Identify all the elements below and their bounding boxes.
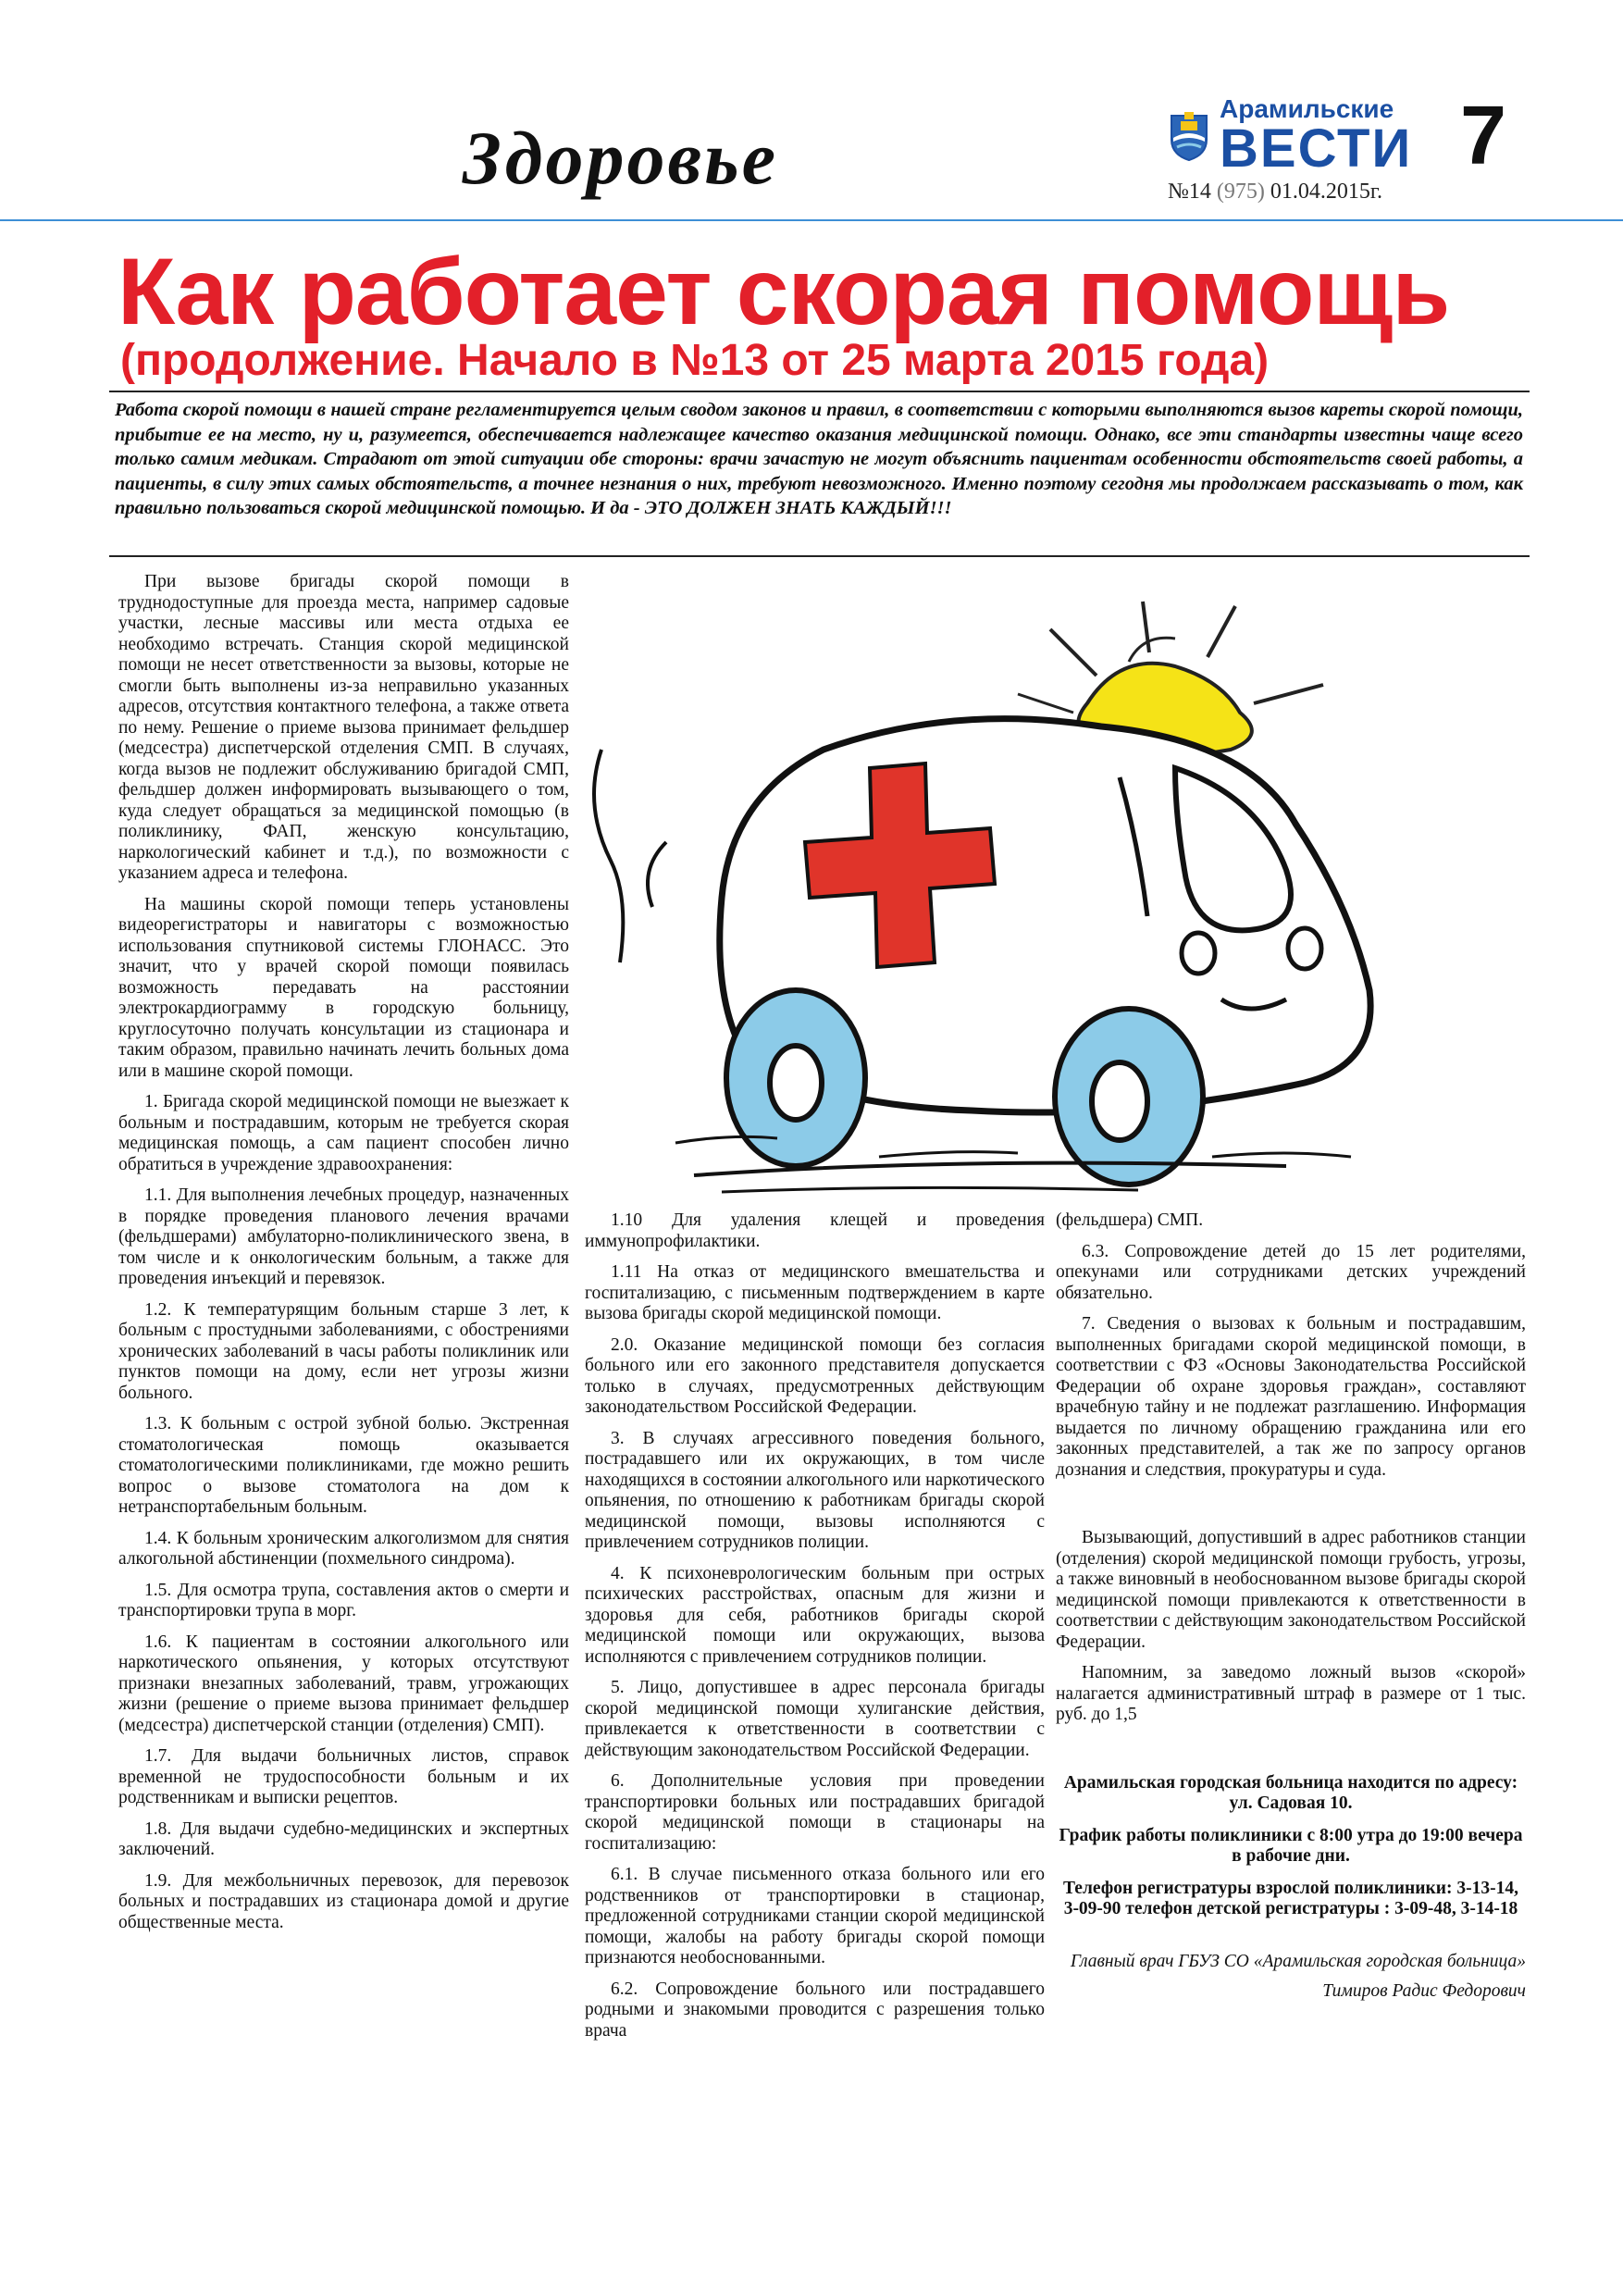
- paragraph: 1. Бригада скорой медицинской помощи не выезжает к больным и пострадавшим, которым не требуется скорая медицинская помощь, а сам пациент способен лично обратиться в учреждение здравоохранения:: [118, 1092, 569, 1174]
- headline: Как работает скорая помощь: [118, 239, 1450, 344]
- page-number: 7: [1460, 90, 1507, 182]
- city-crest-icon: [1168, 110, 1210, 162]
- paragraph: 1.9. Для межбольничных перевозок, для перевозок больных и пострадавших из стационара домой и другие общественные места.: [118, 1870, 569, 1932]
- paragraph: 3. В случаях агрессивного поведения больного, пострадавшего или их окружающих, в том числе находящихся в состоянии алкогольного или наркотического опьянения, по отношению к работникам бригады скорой медицинской помощи, вызовы исполняются с привлечением сотрудников полиции.: [585, 1428, 1045, 1552]
- paragraph: При вызове бригады скорой помощи в труднодоступные для проезда места, например садовые участки, лесные массивы или места отдыха ее необходимо встречать. Станция скорой медицинской помощи не несет ответственности за вызовы, которые не смогли быть выполнены из-за неправильно указанных адресов, отсутствия контактного телефона, а также ответа по нему. Решение о приеме вызова принимает фельдшер (медсестра) диспетчерской отделения СМП. В случаях, когда вызов не подлежит обслуживанию бригадой СМП, фельдшер должен информировать вызывающего о том, куда следует обращаться за медицинской помощью (в поликлинику, ФАП, женскую консультацию, наркологический кабинет и т.д.), по возможности с указанием адреса и телефона.: [118, 572, 569, 883]
- column-2: [585, 1210, 1045, 2052]
- paragraph: 1.4. К больным хроническим алкоголизмом для снятия алкогольной абстиненции (похмельного синдрома).: [118, 1528, 569, 1569]
- masthead-logo: [1168, 94, 1413, 179]
- column-1: [118, 572, 569, 1943]
- registry-phones: Телефон регистратуры взрослой поликлиники: 3-13-14, 3-09-90 телефон детской регистратуры : 3-09-48, 3-14-18: [1063, 1878, 1518, 1918]
- signature-name: Тимиров Радис Федорович: [1322, 1981, 1526, 2001]
- paragraph: 1.2. К температурящим больным старше 3 лет, к больным с простудными заболеваниями, с обострениями хронических заболеваний в часы работы поликлиник или пунктов помощи на дому, если нет угрозы жизни больного.: [118, 1299, 569, 1403]
- paragraph: 1.3. К больным с острой зубной болью. Экстренная стоматологическая помощь оказывается стоматологическими поликлиниками, где можно решить вопрос о вызове стоматолога на дом к нетранспортабельным больным.: [118, 1414, 569, 1517]
- paragraph: 1.1. Для выполнения лечебных процедур, назначенных в порядке проведения планового лечения врачами (фельдшерами) амбулаторно-поликлинического звена, в том числе и к онкологическим больным, а также для проведения инъекций и перевязок.: [118, 1185, 569, 1288]
- signature-block: [1056, 1952, 1526, 2003]
- paragraph: 4. К психоневрологическим больным при острых психических расстройствах, опасным для жизни и здоровья для себя, работников бригады скорой медицинской помощи или окружающих, вызова исполняются с привлечением сотрудников полиции.: [585, 1563, 1045, 1667]
- intro-lede: Работа скорой помощи в нашей стране регламентируется целым сводом законов и правил, в соответствии с которыми выполняются вызов кареты скорой помощи, прибытие ее на место, ну и, разумеется, обеспечивается надлежащее качество оказания медицинской помощи. Однако, все эти стандарты известны чаще всего только самим медикам. Страдают от этой ситуации обе стороны: врачи зачастую не могут объяснить пациентам особенности обстоятельств своей работы, а пациенты, в силу этих самых обстоятельств, а точнее незнания о них, требуют невозможного. Именно поэтому сегодня мы продолжаем рассказывать о том, как правильно пользоваться скорой медицинской помощью. И да - ЭТО ДОЛЖЕН ЗНАТЬ КАЖДЫЙ!!!: [115, 400, 1523, 518]
- issue-number: (975): [1216, 180, 1265, 204]
- paragraph: 1.5. Для осмотра трупа, составления актов о смерти и транспортировки трупа в морг.: [118, 1580, 569, 1620]
- paragraph: 1.10 Для удаления клещей и проведения иммунопрофилактики.: [585, 1210, 1045, 1251]
- clinic-hours: График работы поликлиники с 8:00 утра до 19:00 вечера в рабочие дни.: [1059, 1825, 1523, 1866]
- column-3: [1056, 1210, 1526, 2012]
- paragraph: 6.1. В случае письменного отказа больного или его родственников от транспортировки в стационар, предложенной сотрудниками станции скорой медицинской помощи, жалобы на работу бригады скорой помощи признаются необоснованными.: [585, 1865, 1045, 1967]
- hospital-info: [1056, 1773, 1526, 1920]
- issue-prefix: №14: [1168, 180, 1211, 204]
- subheadline: (продолжение. Начало в №13 от 25 марта 2015 года): [120, 336, 1270, 385]
- paragraph: 1.8. Для выдачи судебно-медицинских и экспертных заключений.: [118, 1818, 569, 1859]
- spacer: [1056, 1931, 1526, 1952]
- spacer: [1056, 1736, 1526, 1773]
- paragraph: Напомним, за заведомо ложный вызов «скорой» налагается административный штраф в размере от 1 тыс. руб. до 1,5: [1056, 1663, 1526, 1724]
- brand-big: ВЕСТИ: [1220, 118, 1413, 179]
- spacer: [1056, 1491, 1526, 1528]
- paragraph: 7. Сведения о вызовах к больным и пострадавшим, выполненных бригадами скорой медицинской помощи, в соответствии с ФЗ «Основы Законодательства Российской Федерации об охране здоровья граждан», составляют врачебную тайну и не подлежат разглашению. Информация выдается по личному обращению гражданина или его законных представителей, а так же по запросу органов дознания и следствия, прокуратуры и суда.: [1056, 1314, 1526, 1480]
- header-divider: [0, 219, 1623, 221]
- brand-small: Арамильские: [1220, 94, 1394, 123]
- paragraph: 6. Дополнительные условия при проведении транспортировки больных или пострадавших бригадой скорой медицинской помощи в стационары на госпитализацию:: [585, 1771, 1045, 1854]
- intro-top-divider: [109, 391, 1530, 392]
- paragraph: 1.11 На отказ от медицинского вмешательства и госпитализацию, с письменным подтверждением в карте вызова бригады скорой медицинской помощи.: [585, 1262, 1045, 1323]
- issue-date: 01.04.2015г.: [1270, 180, 1383, 204]
- paragraph: 1.6. К пациентам в состоянии алкогольного или наркотического опьянения, у которых отсутствуют признаки внезапных заболеваний, травм, угрожающих жизни (решение о приеме вызова принимает фельдшер (медсестра) диспетчерской станции (отделения) СМП).: [118, 1632, 569, 1735]
- intro-bottom-divider: [109, 555, 1530, 557]
- paragraph: 5. Лицо, допустившее в адрес персонала бригады скорой медицинской помощи хулиганские действия, привлекается к ответственности в соответствии с действующим законодательством Российской Федерации.: [585, 1678, 1045, 1760]
- issue-line: [1168, 180, 1382, 205]
- hospital-address: Арамильская городская больница находится по адресу: ул. Садовая 10.: [1063, 1772, 1518, 1813]
- paragraph: На машины скорой помощи теперь установлены видеорегистраторы и навигаторы с возможностью использования спутниковой системы ГЛОНАСС. Это значит, что у врачей скорой помощи появилась возможность передавать на расстоянии электрокардиограмму в городскую больницу, круглосуточно получать консультации из стационара и таким образом, правильно начинать лечить больных дома или в машине скорой помощи.: [118, 894, 569, 1081]
- paragraph: 2.0. Оказание медицинской помощи без согласия больного или его законного представителя допускается только в случаях, предусмотренных действующим законодательством Российской Федерации.: [585, 1334, 1045, 1417]
- signature-title: Главный врач ГБУЗ СО «Арамильская городская больница»: [1070, 1951, 1526, 1971]
- paragraph: 6.3. Сопровождение детей до 15 лет родителями, опекунами или сотрудниками детских учреждений обязательно.: [1056, 1241, 1526, 1303]
- paragraph: 1.7. Для выдачи больничных листов, справок временной не трудоспособности больным и их родственникам и выписки рецептов.: [118, 1746, 569, 1807]
- paragraph: 6.2. Сопровождение больного или пострадавшего родными и знакомыми проводится с разрешения только врача: [585, 1979, 1045, 2041]
- ambulance-car-illustration: [583, 565, 1518, 1203]
- section-title: Здоровье: [463, 116, 778, 200]
- paragraph-continuation: (фельдшера) СМП.: [1056, 1210, 1204, 1230]
- paragraph: Вызывающий, допустивший в адрес работников станции (отделения) скорой медицинской помощи грубость, угрозы, а также виновный в необоснованном вызове бригады скорой медицинской помощи привлекаются к ответственности в соответствии с действующим законодательством Российской Федерации.: [1056, 1528, 1526, 1652]
